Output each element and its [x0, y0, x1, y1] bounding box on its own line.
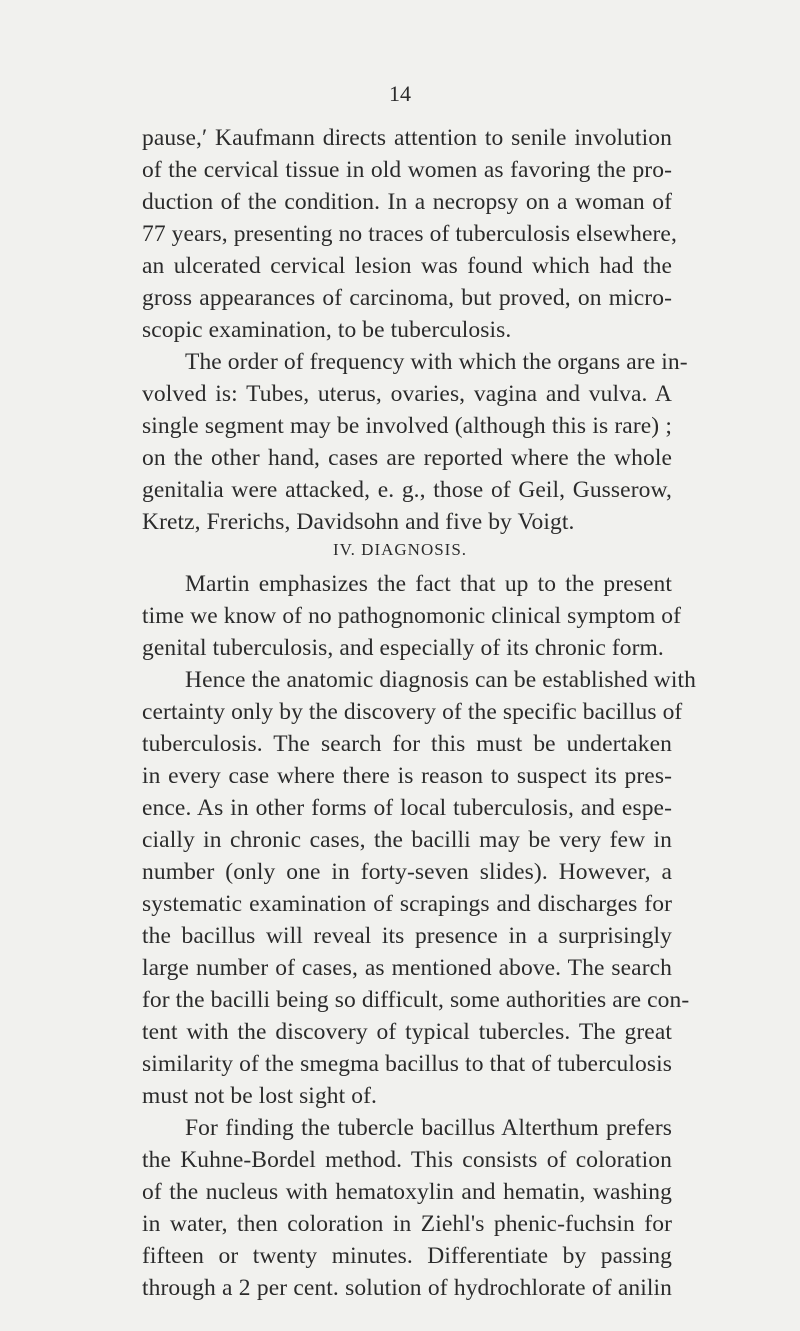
text-line: duction of the condition. In a necropsy on a woman of	[142, 189, 672, 215]
text-line: cially in chronic cases, the bacilli may be very few in	[142, 827, 672, 853]
text-line: an ulcerated cervical lesion was found which had the	[142, 253, 672, 279]
page-number: 14	[389, 81, 411, 106]
text-line: volved is: Tubes, uterus, ovaries, vagina and vulva. A	[142, 381, 672, 407]
text-line: must not be lost sight of.	[142, 1083, 377, 1109]
text-line: the Kuhne-Bordel method. This consists of coloration	[142, 1147, 672, 1173]
text-line: fifteen or twenty minutes. Differentiate by passing	[142, 1243, 672, 1269]
text-line: of the cervical tissue in old women as favoring the pro-	[142, 157, 672, 183]
text-line: in water, then coloration in Ziehl's phenic-fuchsin for	[142, 1211, 672, 1237]
text-line: certainty only by the discovery of the specific bacillus of	[142, 699, 683, 725]
text-line: ence. As in other forms of local tuberculosis, and espe-	[142, 795, 672, 821]
text-line: single segment may be involved (although this is rare) ;	[142, 413, 672, 439]
text-line: on the other hand, cases are reported where the whole	[142, 445, 672, 471]
text-line: Martin emphasizes the fact that up to the present	[185, 571, 672, 597]
text-line: in every case where there is reason to suspect its pres-	[142, 763, 672, 789]
text-line: for the bacilli being so difficult, some authorities are con-	[142, 987, 690, 1013]
text-line: 77 years, presenting no traces of tuberculosis elsewhere,	[142, 221, 677, 247]
text-line: genital tuberculosis, and especially of its chronic form.	[142, 635, 664, 661]
text-line: genitalia were attacked, e. g., those of Geil, Gusserow,	[142, 477, 672, 503]
section-heading: IV. DIAGNOSIS.	[332, 540, 468, 559]
text-line: number (only one in forty-seven slides). However, a	[142, 859, 672, 885]
text-line: time we know of no pathognomonic clinical symptom of	[142, 603, 682, 629]
text-line: large number of cases, as mentioned above. The search	[142, 955, 672, 981]
text-line: tuberculosis. The search for this must be undertaken	[142, 731, 672, 757]
text-line: similarity of the smegma bacillus to that of tuberculosis	[142, 1051, 672, 1077]
text-line: systematic examination of scrapings and discharges for	[142, 891, 672, 917]
text-line: through a 2 per cent. solution of hydrochlorate of anilin	[142, 1275, 672, 1301]
text-line: pause,ʹ Kaufmann directs attention to senile involution	[142, 125, 672, 151]
text-line: The order of frequency with which the organs are in-	[185, 349, 688, 375]
text-line: the bacillus will reveal its presence in a surprisingly	[142, 923, 672, 949]
text-line: Kretz, Frerichs, Davidsohn and five by Voigt.	[142, 509, 575, 535]
text-line: tent with the discovery of typical tubercles. The great	[142, 1019, 672, 1045]
text-line: scopic examination, to be tuberculosis.	[142, 317, 512, 343]
text-line: Hence the anatomic diagnosis can be established with	[185, 667, 696, 693]
text-line: For finding the tubercle bacillus Alterthum prefers	[185, 1115, 672, 1141]
text-line: gross appearances of carcinoma, but proved, on micro-	[142, 285, 672, 311]
text-line: of the nucleus with hematoxylin and hematin, washing	[142, 1179, 672, 1205]
